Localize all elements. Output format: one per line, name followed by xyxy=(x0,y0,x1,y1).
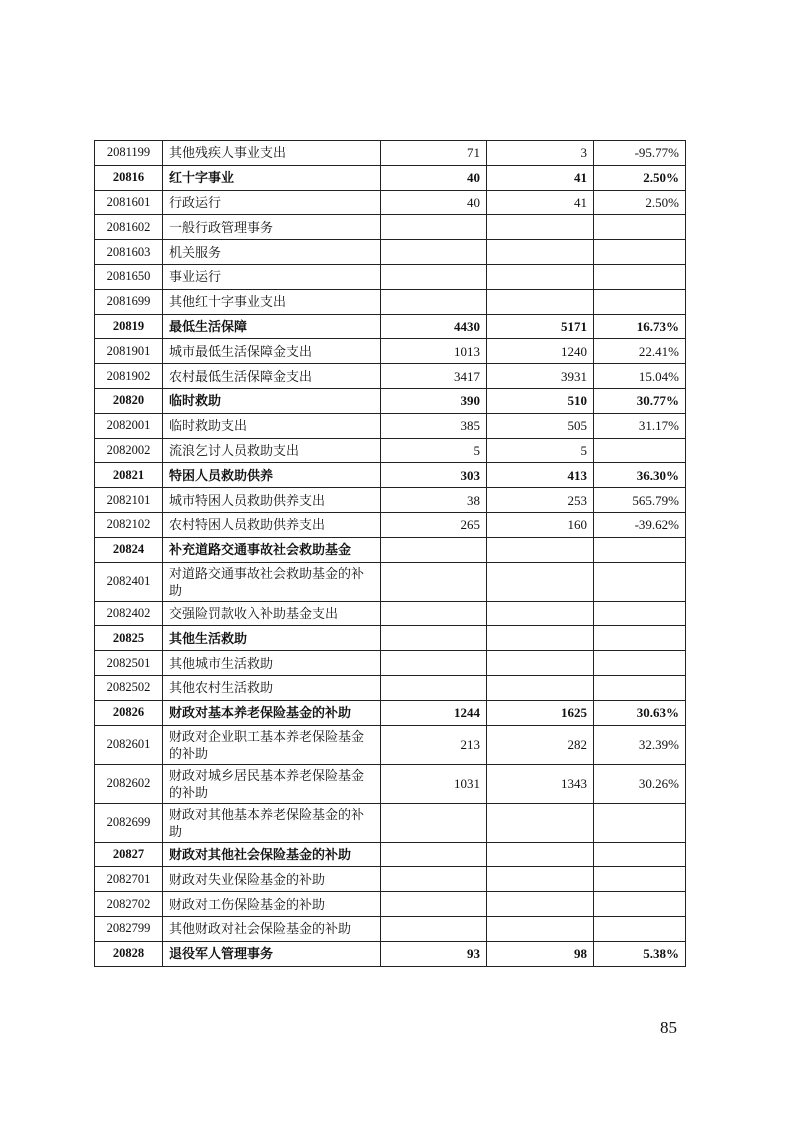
change-pct-cell xyxy=(594,626,686,651)
amount-curr-cell xyxy=(487,264,594,289)
table-row xyxy=(95,512,686,537)
name-cell: 农村特困人员救助供养支出 xyxy=(163,512,381,537)
code-cell: 2081902 xyxy=(95,364,163,389)
page-number: 85 xyxy=(660,1018,677,1037)
amount-prev-cell: 4430 xyxy=(381,314,487,339)
change-pct-cell: 15.04% xyxy=(594,364,686,389)
name-cell: 红十字事业 xyxy=(163,165,381,190)
amount-curr-cell xyxy=(487,289,594,314)
table-row xyxy=(95,240,686,265)
change-pct-cell: 31.17% xyxy=(594,413,686,438)
name-cell: 城市最低生活保障金支出 xyxy=(163,339,381,364)
change-pct-cell: 30.63% xyxy=(594,700,686,725)
amount-prev-cell xyxy=(381,215,487,240)
code-cell: 20820 xyxy=(95,388,163,413)
amount-prev-cell xyxy=(381,289,487,314)
name-cell: 事业运行 xyxy=(163,264,381,289)
name-cell: 一般行政管理事务 xyxy=(163,215,381,240)
change-pct-cell xyxy=(594,289,686,314)
amount-curr-cell xyxy=(487,601,594,626)
amount-prev-cell xyxy=(381,240,487,265)
code-cell: 2082502 xyxy=(95,675,163,700)
change-pct-cell: -95.77% xyxy=(594,141,686,166)
name-cell: 行政运行 xyxy=(163,190,381,215)
code-cell: 2082101 xyxy=(95,488,163,513)
name-cell: 最低生活保障 xyxy=(163,314,381,339)
table-row xyxy=(95,364,686,389)
table-row xyxy=(95,626,686,651)
table-row xyxy=(95,651,686,676)
amount-prev-cell: 390 xyxy=(381,388,487,413)
amount-curr-cell xyxy=(487,537,594,562)
amount-curr-cell: 98 xyxy=(487,941,594,966)
amount-prev-cell: 1013 xyxy=(381,339,487,364)
table-row xyxy=(95,413,686,438)
table-row xyxy=(95,388,686,413)
amount-curr-cell: 253 xyxy=(487,488,594,513)
change-pct-cell: 565.79% xyxy=(594,488,686,513)
name-cell: 特困人员救助供养 xyxy=(163,463,381,488)
change-pct-cell: 30.77% xyxy=(594,388,686,413)
table-row xyxy=(95,339,686,364)
amount-prev-cell xyxy=(381,626,487,651)
code-cell: 20825 xyxy=(95,626,163,651)
code-cell: 2081602 xyxy=(95,215,163,240)
table-body xyxy=(95,141,686,967)
amount-prev-cell xyxy=(381,842,487,867)
amount-curr-cell xyxy=(487,892,594,917)
amount-curr-cell xyxy=(487,651,594,676)
amount-prev-cell xyxy=(381,916,487,941)
name-cell: 流浪乞讨人员救助支出 xyxy=(163,438,381,463)
change-pct-cell: 22.41% xyxy=(594,339,686,364)
amount-curr-cell xyxy=(487,675,594,700)
amount-prev-cell: 93 xyxy=(381,941,487,966)
amount-curr-cell xyxy=(487,842,594,867)
code-cell: 20821 xyxy=(95,463,163,488)
code-cell: 20819 xyxy=(95,314,163,339)
table-row xyxy=(95,803,686,842)
change-pct-cell xyxy=(594,675,686,700)
amount-curr-cell: 3 xyxy=(487,141,594,166)
name-cell: 机关服务 xyxy=(163,240,381,265)
amount-prev-cell: 1031 xyxy=(381,764,487,803)
table-row xyxy=(95,842,686,867)
change-pct-cell: 36.30% xyxy=(594,463,686,488)
code-cell: 20827 xyxy=(95,842,163,867)
amount-prev-cell: 265 xyxy=(381,512,487,537)
amount-curr-cell: 510 xyxy=(487,388,594,413)
name-cell: 财政对失业保险基金的补助 xyxy=(163,867,381,892)
amount-curr-cell xyxy=(487,803,594,842)
change-pct-cell: 2.50% xyxy=(594,190,686,215)
amount-prev-cell: 5 xyxy=(381,438,487,463)
amount-prev-cell: 71 xyxy=(381,141,487,166)
change-pct-cell xyxy=(594,537,686,562)
amount-prev-cell xyxy=(381,651,487,676)
budget-table xyxy=(94,140,686,967)
change-pct-cell xyxy=(594,240,686,265)
amount-prev-cell xyxy=(381,537,487,562)
table-row xyxy=(95,488,686,513)
name-cell: 其他残疾人事业支出 xyxy=(163,141,381,166)
name-cell: 财政对企业职工基本养老保险基金的补助 xyxy=(163,725,381,764)
code-cell: 2082402 xyxy=(95,601,163,626)
change-pct-cell xyxy=(594,867,686,892)
name-cell: 城市特困人员救助供养支出 xyxy=(163,488,381,513)
amount-curr-cell xyxy=(487,867,594,892)
amount-curr-cell: 160 xyxy=(487,512,594,537)
code-cell: 2082702 xyxy=(95,892,163,917)
table-row xyxy=(95,916,686,941)
amount-prev-cell xyxy=(381,803,487,842)
name-cell: 财政对城乡居民基本养老保险基金的补助 xyxy=(163,764,381,803)
change-pct-cell xyxy=(594,842,686,867)
amount-curr-cell: 41 xyxy=(487,190,594,215)
amount-curr-cell: 5 xyxy=(487,438,594,463)
amount-prev-cell: 40 xyxy=(381,190,487,215)
amount-curr-cell: 413 xyxy=(487,463,594,488)
table-row xyxy=(95,165,686,190)
amount-curr-cell xyxy=(487,626,594,651)
amount-curr-cell: 1240 xyxy=(487,339,594,364)
amount-curr-cell xyxy=(487,562,594,601)
code-cell: 2082699 xyxy=(95,803,163,842)
table-row xyxy=(95,725,686,764)
code-cell: 2081199 xyxy=(95,141,163,166)
change-pct-cell xyxy=(594,562,686,601)
code-cell: 2082601 xyxy=(95,725,163,764)
change-pct-cell xyxy=(594,601,686,626)
amount-prev-cell xyxy=(381,675,487,700)
code-cell: 20824 xyxy=(95,537,163,562)
amount-curr-cell: 41 xyxy=(487,165,594,190)
change-pct-cell xyxy=(594,438,686,463)
change-pct-cell: 16.73% xyxy=(594,314,686,339)
amount-prev-cell: 385 xyxy=(381,413,487,438)
table-row xyxy=(95,892,686,917)
code-cell: 2082701 xyxy=(95,867,163,892)
name-cell: 其他农村生活救助 xyxy=(163,675,381,700)
code-cell: 2081901 xyxy=(95,339,163,364)
name-cell: 其他红十字事业支出 xyxy=(163,289,381,314)
table-row xyxy=(95,867,686,892)
table-row xyxy=(95,141,686,166)
table-row xyxy=(95,215,686,240)
name-cell: 对道路交通事故社会救助基金的补助 xyxy=(163,562,381,601)
change-pct-cell: 32.39% xyxy=(594,725,686,764)
name-cell: 临时救助支出 xyxy=(163,413,381,438)
amount-prev-cell: 213 xyxy=(381,725,487,764)
amount-curr-cell: 1343 xyxy=(487,764,594,803)
amount-curr-cell xyxy=(487,215,594,240)
code-cell: 2082401 xyxy=(95,562,163,601)
table-row xyxy=(95,438,686,463)
name-cell: 财政对基本养老保险基金的补助 xyxy=(163,700,381,725)
amount-prev-cell xyxy=(381,562,487,601)
table-row xyxy=(95,675,686,700)
amount-curr-cell: 505 xyxy=(487,413,594,438)
change-pct-cell: 30.26% xyxy=(594,764,686,803)
table-row xyxy=(95,700,686,725)
amount-prev-cell xyxy=(381,867,487,892)
amount-prev-cell xyxy=(381,601,487,626)
table-row xyxy=(95,289,686,314)
code-cell: 2082102 xyxy=(95,512,163,537)
table-row xyxy=(95,764,686,803)
table-row xyxy=(95,314,686,339)
code-cell: 2082799 xyxy=(95,916,163,941)
amount-prev-cell xyxy=(381,264,487,289)
amount-prev-cell: 303 xyxy=(381,463,487,488)
name-cell: 其他财政对社会保险基金的补助 xyxy=(163,916,381,941)
change-pct-cell: -39.62% xyxy=(594,512,686,537)
amount-prev-cell: 3417 xyxy=(381,364,487,389)
amount-prev-cell: 1244 xyxy=(381,700,487,725)
name-cell: 财政对工伤保险基金的补助 xyxy=(163,892,381,917)
name-cell: 临时救助 xyxy=(163,388,381,413)
code-cell: 2081601 xyxy=(95,190,163,215)
table-row xyxy=(95,562,686,601)
code-cell: 2081699 xyxy=(95,289,163,314)
change-pct-cell xyxy=(594,264,686,289)
amount-curr-cell: 5171 xyxy=(487,314,594,339)
code-cell: 2081603 xyxy=(95,240,163,265)
name-cell: 财政对其他基本养老保险基金的补助 xyxy=(163,803,381,842)
amount-curr-cell: 3931 xyxy=(487,364,594,389)
table-row xyxy=(95,601,686,626)
code-cell: 2082001 xyxy=(95,413,163,438)
change-pct-cell xyxy=(594,916,686,941)
table-row xyxy=(95,463,686,488)
amount-prev-cell: 38 xyxy=(381,488,487,513)
name-cell: 交强险罚款收入补助基金支出 xyxy=(163,601,381,626)
amount-curr-cell: 282 xyxy=(487,725,594,764)
name-cell: 补充道路交通事故社会救助基金 xyxy=(163,537,381,562)
name-cell: 其他城市生活救助 xyxy=(163,651,381,676)
change-pct-cell xyxy=(594,892,686,917)
amount-curr-cell xyxy=(487,916,594,941)
change-pct-cell xyxy=(594,215,686,240)
code-cell: 20828 xyxy=(95,941,163,966)
code-cell: 2081650 xyxy=(95,264,163,289)
code-cell: 20816 xyxy=(95,165,163,190)
table-row xyxy=(95,537,686,562)
name-cell: 农村最低生活保障金支出 xyxy=(163,364,381,389)
amount-prev-cell xyxy=(381,892,487,917)
amount-curr-cell: 1625 xyxy=(487,700,594,725)
name-cell: 其他生活救助 xyxy=(163,626,381,651)
change-pct-cell: 2.50% xyxy=(594,165,686,190)
name-cell: 财政对其他社会保险基金的补助 xyxy=(163,842,381,867)
name-cell: 退役军人管理事务 xyxy=(163,941,381,966)
code-cell: 2082002 xyxy=(95,438,163,463)
change-pct-cell: 5.38% xyxy=(594,941,686,966)
code-cell: 2082501 xyxy=(95,651,163,676)
table-row xyxy=(95,264,686,289)
table-row xyxy=(95,190,686,215)
code-cell: 2082602 xyxy=(95,764,163,803)
change-pct-cell xyxy=(594,803,686,842)
table-row xyxy=(95,941,686,966)
code-cell: 20826 xyxy=(95,700,163,725)
amount-curr-cell xyxy=(487,240,594,265)
amount-prev-cell: 40 xyxy=(381,165,487,190)
change-pct-cell xyxy=(594,651,686,676)
